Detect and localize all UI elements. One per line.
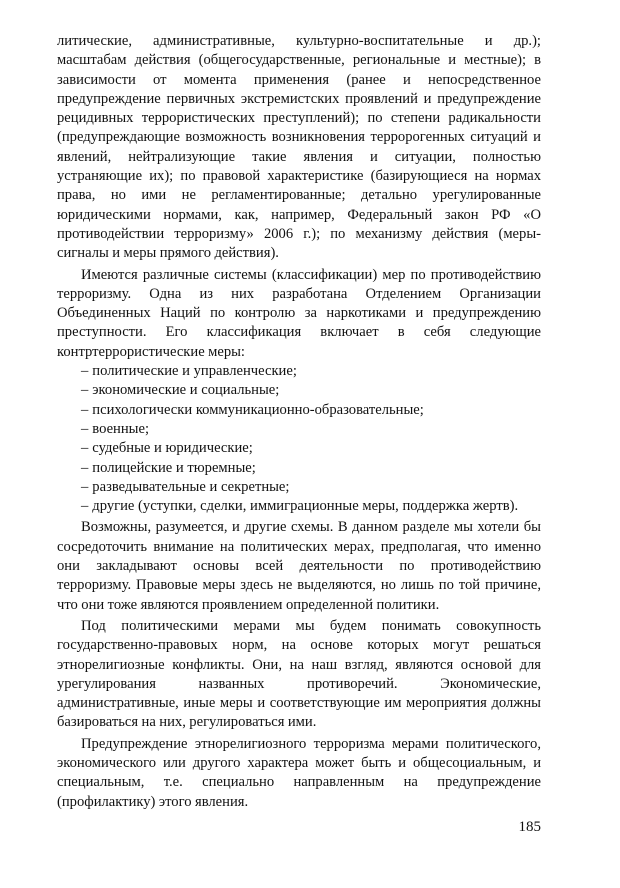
list-item-dash: – bbox=[81, 498, 89, 515]
list-item-dash: – bbox=[81, 459, 89, 476]
list-item bbox=[57, 459, 541, 478]
list-item-text: судебные и юридические; bbox=[92, 440, 253, 457]
list-item-dash: – bbox=[81, 478, 89, 495]
page-number: 185 bbox=[518, 819, 541, 835]
list-item bbox=[57, 439, 541, 458]
paragraph-political-measures: Под политическими мерами мы будем понимать совокупность государственно-правовых норм, на основе которых могут решаться этнорелигиозные конфликты. Они, на наш взгляд, являются основой для урегулирования названных противоречий. Экономические, административные, иные меры и соответствующие им мероприятия должны базироваться на них, регулироваться ими. bbox=[57, 617, 541, 731]
paragraph-un-classification: Имеются различные системы (классификации) мер по противодействию терроризму. Одна из них разработана Отделением Организации Объединенных Наций по контролю за наркотиками и предупреждению преступности. Его классификация включает в себя следующие контртеррористические меры: bbox=[57, 266, 541, 360]
list-item-text: экономические и социальные; bbox=[92, 382, 280, 399]
list-item-dash: – bbox=[81, 363, 89, 380]
list-item-text: полицейские и тюремные; bbox=[92, 459, 256, 476]
page-body bbox=[57, 32, 541, 862]
list-item-dash: – bbox=[81, 382, 89, 399]
paragraph-prevention: Предупреждение этнорелигиозного терроризма мерами политического, экономического или другого характера может быть и общесоциальным, и специальным, т.е. специально направленным на предупреждение (профилактику) этого явления. bbox=[57, 735, 541, 810]
list-item-text: психологически коммуникационно-образовательные; bbox=[92, 401, 424, 418]
list-item bbox=[57, 478, 541, 497]
list-item bbox=[57, 420, 541, 439]
paragraph-continued-classification: литические, административные, культурно-воспитательные и др.); масштабам действия (общегосударственные, региональные и местные); в зависимости от момента применения (ранее и непосредственное предупреждение первичных экстремистских проявлений и предупреждение рецидивных террористических преступлений); по степени радикальности (предупреждающие возможность возникновения терророгенных ситуаций и явлений, нейтрализующие такие явления и ситуации, полностью устраняющие их); по правовой характеристике (базирующиеся на нормах права, но ими не регламентированные; детально урегулированные юридическими нормами, как, например, Федеральный закон РФ «О противодействии терроризму» 2006 г.); по механизму действия (меры-сигналы и меры прямого действия). bbox=[57, 33, 541, 262]
list-item bbox=[57, 497, 541, 516]
list-item bbox=[57, 401, 541, 420]
measures-list bbox=[57, 362, 541, 516]
paragraph-other-schemes: Возможны, разумеется, и другие схемы. В данном разделе мы хотели бы сосредоточить внимание на политических мерах, предполагая, что именно они закладывают основы всей деятельности по противодействию терроризму. Правовые меры здесь не выделяются, но лишь по той причине, что они тоже являются проявлением определенной политики. bbox=[57, 519, 541, 613]
list-item-text: другие (уступки, сделки, иммиграционные меры, поддержка жертв). bbox=[92, 498, 519, 515]
list-item bbox=[57, 362, 541, 381]
list-item bbox=[57, 381, 541, 400]
list-item-dash: – bbox=[81, 440, 89, 457]
list-item-text: политические и управленческие; bbox=[92, 363, 297, 380]
list-item-dash: – bbox=[81, 401, 89, 418]
list-item-text: разведывательные и секретные; bbox=[92, 478, 290, 495]
list-item-text: военные; bbox=[92, 420, 149, 437]
list-item-dash: – bbox=[81, 420, 89, 437]
